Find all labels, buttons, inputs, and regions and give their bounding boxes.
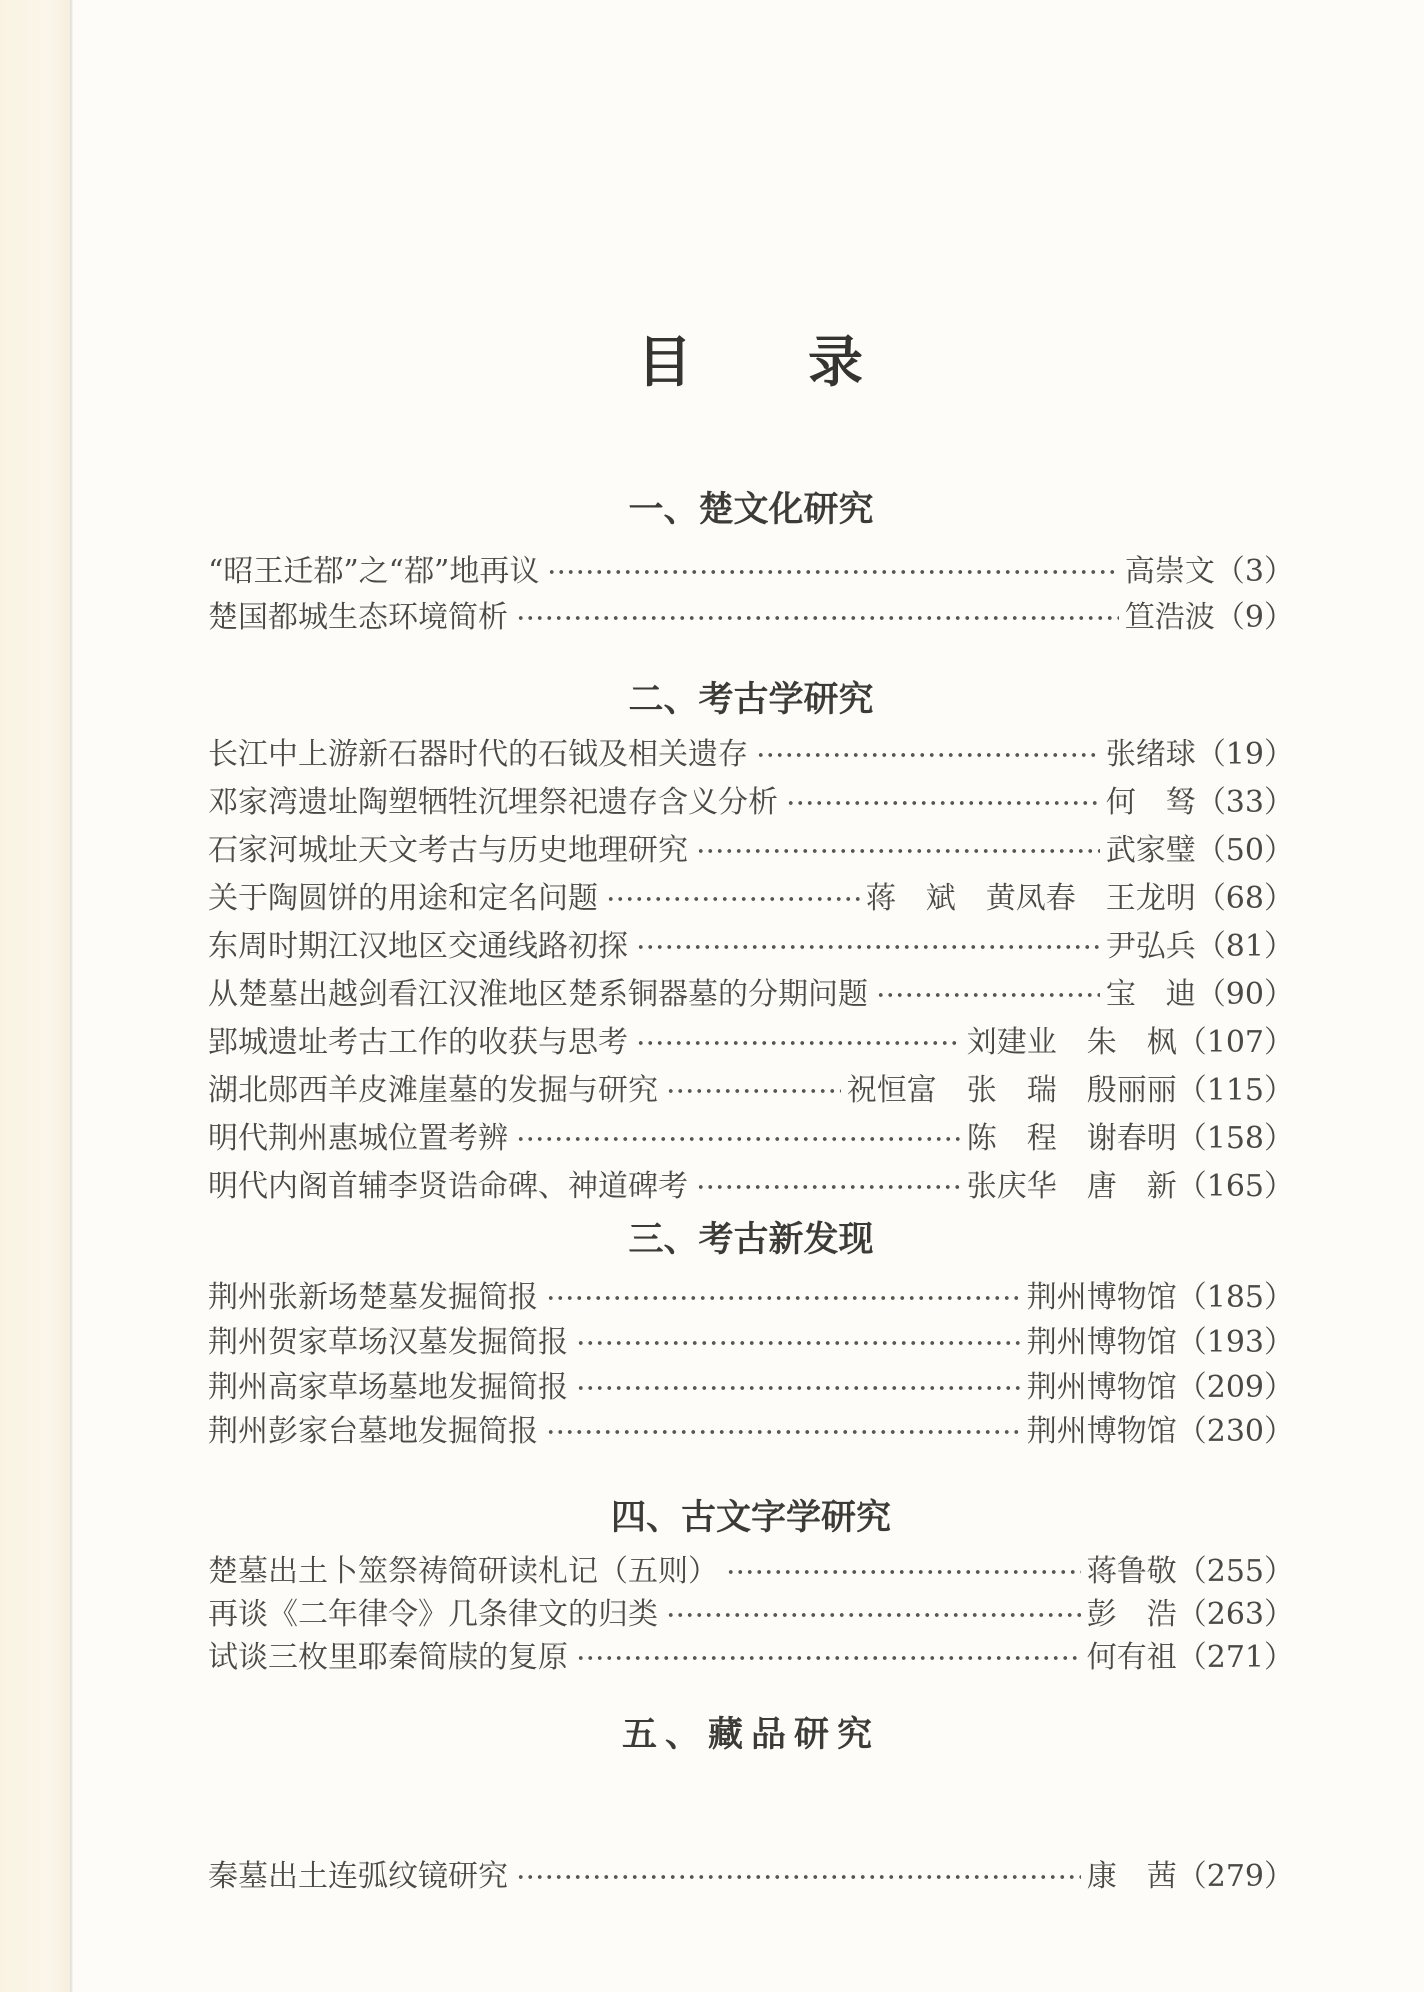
entry-title: 关于陶圆饼的用途和定名问题	[208, 881, 598, 916]
dot-leader	[606, 879, 860, 919]
entry-title: “昭王迁鄀”之“鄀”地再议	[208, 554, 540, 589]
entry-page-number: （19）	[1195, 737, 1294, 772]
entry-page-number: （255）	[1176, 1554, 1294, 1589]
entry-title: 石家河城址天文考古与历史地理研究	[208, 833, 688, 868]
dot-leader	[666, 1595, 1081, 1635]
toc-entry	[208, 927, 1294, 967]
entry-page-number: （107）	[1176, 1025, 1294, 1060]
entry-author: 康 茜	[1086, 1859, 1177, 1894]
entry-author: 陈 程 谢春明	[966, 1121, 1177, 1156]
toc-entry	[208, 783, 1294, 823]
section-heading-4: 四、古文字学研究	[610, 1498, 891, 1538]
toc-entry	[208, 1552, 1294, 1592]
entry-title: 荆州高家草场墓地发掘简报	[208, 1370, 568, 1405]
entry-author: 笪浩波	[1124, 600, 1215, 635]
entry-page-number: （90）	[1195, 977, 1294, 1012]
toc-entry	[208, 1119, 1294, 1159]
section-heading-3: 三、考古新发现	[628, 1220, 874, 1260]
entry-title: 长江中上游新石器时代的石钺及相关遗存	[208, 737, 748, 772]
entry-author: 张绪球	[1105, 737, 1196, 772]
toc-entry	[208, 831, 1294, 871]
toc-entry	[208, 552, 1294, 592]
entry-title: 试谈三枚里耶秦简牍的复原	[208, 1640, 568, 1675]
toc-entry	[208, 879, 1294, 919]
toc-entry	[208, 1857, 1294, 1897]
entry-author: 刘建业 朱 枫	[966, 1025, 1177, 1060]
dot-leader	[546, 1412, 1021, 1452]
entry-page-number: （158）	[1176, 1121, 1294, 1156]
entry-page-number: （3）	[1214, 554, 1294, 589]
entry-page-number: （165）	[1176, 1169, 1294, 1204]
entry-author: 荆州博物馆	[1026, 1325, 1177, 1360]
entry-page-number: （68）	[1195, 881, 1294, 916]
entry-page-number: （230）	[1176, 1414, 1294, 1449]
entry-page-number: （33）	[1195, 785, 1294, 820]
entry-title: 湖北郧西羊皮滩崖墓的发掘与研究	[208, 1073, 658, 1108]
dot-leader	[636, 927, 1100, 967]
dot-leader	[726, 1552, 1081, 1592]
toc-entry	[208, 1167, 1294, 1207]
entry-author: 荆州博物馆	[1026, 1280, 1177, 1315]
dot-leader	[756, 735, 1100, 775]
entry-title: 明代荆州惠城位置考辨	[208, 1121, 508, 1156]
entry-author: 何 驽	[1105, 785, 1196, 820]
toc-entry	[208, 1412, 1294, 1452]
entry-author: 高崇文	[1124, 554, 1215, 589]
dot-leader	[576, 1323, 1021, 1363]
toc-entry	[208, 1595, 1294, 1635]
toc-entry	[208, 1638, 1294, 1678]
toc-entry	[208, 975, 1294, 1015]
entry-page-number: （9）	[1214, 600, 1294, 635]
entry-author: 张庆华 唐 新	[966, 1169, 1177, 1204]
entry-title: 楚国都城生态环境简析	[208, 600, 508, 635]
dot-leader	[546, 1278, 1021, 1318]
toc-entry	[208, 1071, 1294, 1111]
entry-author: 尹弘兵	[1105, 929, 1196, 964]
entry-title: 邓家湾遗址陶塑牺牲沉埋祭祀遗存含义分析	[208, 785, 778, 820]
toc-entry	[208, 1023, 1294, 1063]
dot-leader	[516, 598, 1119, 638]
entry-page-number: （115）	[1176, 1073, 1294, 1108]
toc-entry	[208, 1278, 1294, 1318]
entry-title: 郢城遗址考古工作的收获与思考	[208, 1025, 628, 1060]
entry-title: 再谈《二年律令》几条律文的归类	[208, 1597, 658, 1632]
entry-author: 蒋 斌 黄凤春 王龙明	[865, 881, 1196, 916]
page-fold-line	[70, 0, 73, 1992]
dot-leader	[876, 975, 1100, 1015]
entry-author: 彭 浩	[1086, 1597, 1177, 1632]
entry-title: 秦墓出土连弧纹镜研究	[208, 1859, 508, 1894]
entry-page-number: （81）	[1195, 929, 1294, 964]
dot-leader	[696, 831, 1100, 871]
entry-page-number: （185）	[1176, 1280, 1294, 1315]
entry-title: 楚墓出土卜筮祭祷简研读札记（五则）	[208, 1554, 718, 1589]
entry-author: 何有祖	[1086, 1640, 1177, 1675]
entry-page-number: （193）	[1176, 1325, 1294, 1360]
section-heading-5: 五、藏品研究	[621, 1715, 880, 1755]
toc-entry	[208, 598, 1294, 638]
dot-leader	[576, 1638, 1081, 1678]
entry-title: 荆州贺家草场汉墓发掘简报	[208, 1325, 568, 1360]
entry-title: 荆州张新场楚墓发掘简报	[208, 1280, 538, 1315]
entry-title: 荆州彭家台墓地发掘简报	[208, 1414, 538, 1449]
dot-leader	[786, 783, 1100, 823]
entry-author: 祝恒富 张 瑞 殷丽丽	[846, 1073, 1177, 1108]
entry-page-number: （279）	[1176, 1859, 1294, 1894]
entry-page-number: （263）	[1176, 1597, 1294, 1632]
dot-leader	[636, 1023, 961, 1063]
entry-page-number: （209）	[1176, 1370, 1294, 1405]
toc-entry	[208, 735, 1294, 775]
toc-entry	[208, 1368, 1294, 1408]
entry-page-number: （271）	[1176, 1640, 1294, 1675]
dot-leader	[516, 1119, 961, 1159]
dot-leader	[547, 552, 1119, 592]
section-heading-2: 二、考古学研究	[628, 680, 874, 720]
dot-leader	[666, 1071, 841, 1111]
entry-page-number: （50）	[1195, 833, 1294, 868]
entry-title: 从楚墓出越剑看江汉淮地区楚系铜器墓的分期问题	[208, 977, 868, 1012]
dot-leader	[696, 1167, 961, 1207]
entry-author: 宝 迪	[1105, 977, 1196, 1012]
entry-title: 东周时期江汉地区交通线路初探	[208, 929, 628, 964]
toc-entry	[208, 1323, 1294, 1363]
dot-leader	[516, 1857, 1081, 1897]
entry-author: 荆州博物馆	[1026, 1414, 1177, 1449]
section-heading-1: 一、楚文化研究	[628, 490, 874, 530]
page-left-edge	[0, 0, 70, 1992]
entry-author: 荆州博物馆	[1026, 1370, 1177, 1405]
entry-author: 武家璧	[1105, 833, 1196, 868]
entry-title: 明代内阁首辅李贤诰命碑、神道碑考	[208, 1169, 688, 1204]
page-title: 目 录	[636, 329, 865, 394]
entry-author: 蒋鲁敬	[1086, 1554, 1177, 1589]
dot-leader	[576, 1368, 1021, 1408]
